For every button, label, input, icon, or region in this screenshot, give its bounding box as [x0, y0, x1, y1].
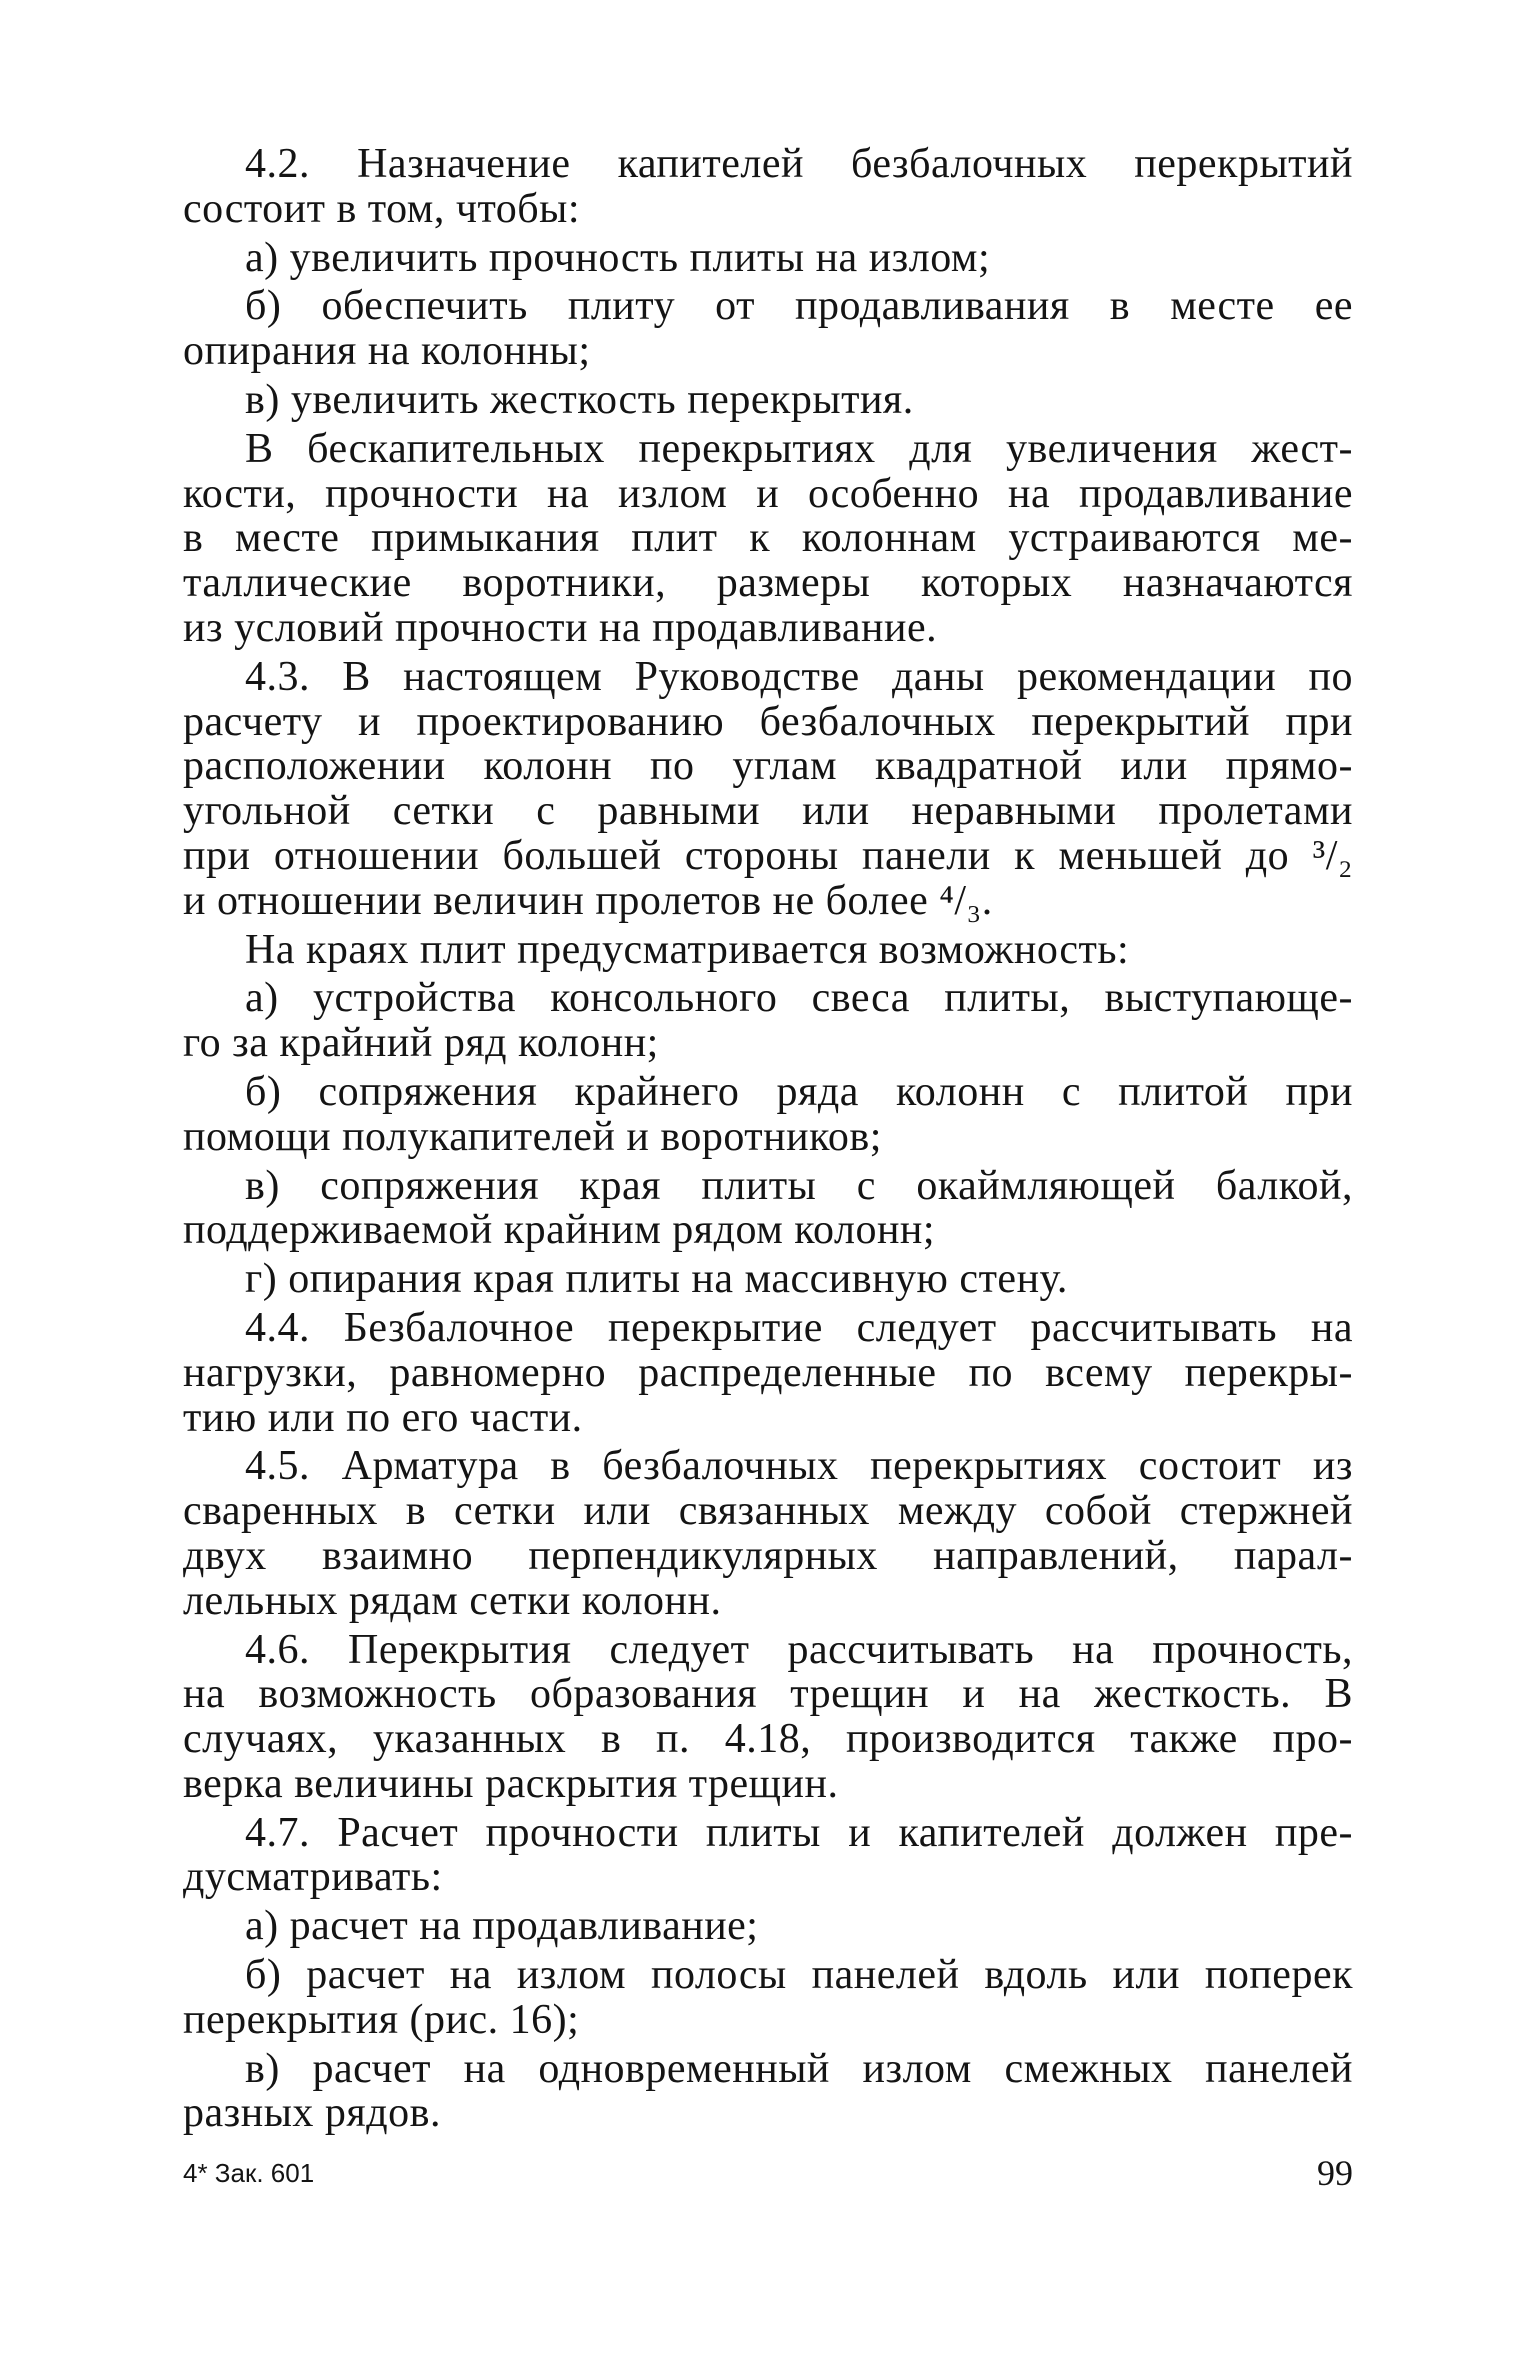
text-line: перекрытия (рис. 16);: [183, 1996, 580, 2043]
text-line: на возможность образования трещин и на жесткость. В: [183, 1671, 1353, 1718]
text-line: 4.7. Расчет прочности плиты и капителей должен пре-: [245, 1809, 1353, 1856]
text-line: в) увеличить жесткость перекрытия.: [245, 376, 914, 423]
text-line: тию или по его части.: [183, 1394, 583, 1441]
text-line: в) расчет на одновременный излом смежных панелей: [245, 2045, 1353, 2092]
text-line: при отношении большей стороны панели к меньшей до ³/₂: [183, 832, 1353, 879]
text-line: На краях плит предусматривается возможность:: [245, 926, 1130, 973]
page-footer: [183, 2148, 1353, 2198]
text-line: сваренных в сетки или связанных между собой стержней: [183, 1488, 1353, 1535]
text-line: кости, прочности на излом и особенно на продавливание: [183, 470, 1353, 517]
text-line: случаях, указанных в п. 4.18, производится также про-: [183, 1716, 1353, 1763]
text-line: поддерживаемой крайним рядом колонн;: [183, 1207, 936, 1254]
page-number: 99: [1317, 2153, 1353, 2193]
text-line: 4.3. В настоящем Руководстве даны рекомендации по: [245, 653, 1353, 700]
text-line: дусматривать:: [183, 1854, 443, 1901]
text-line: б) расчет на излом полосы панелей вдоль или поперек: [245, 1952, 1353, 1999]
text-line: помощи полукапителей и воротников;: [183, 1113, 882, 1160]
text-line: опирания на колонны;: [183, 328, 591, 375]
text-line: верка величины раскрытия трещин.: [183, 1760, 839, 1807]
text-line: б) обеспечить плиту от продавливания в месте ее: [245, 283, 1353, 330]
text-line: таллические воротники, размеры которых назначаются: [183, 560, 1353, 607]
text-line: и отношении величин пролетов не более ⁴/₃.: [183, 877, 993, 924]
text-line: разных рядов.: [183, 2090, 441, 2137]
text-line: лельных рядам сетки колонн.: [183, 1577, 722, 1624]
text-line: го за крайний ряд колонн;: [183, 1020, 659, 1067]
text-line: б) сопряжения крайнего ряда колонн с плитой при: [245, 1068, 1353, 1115]
text-line: а) расчет на продавливание;: [245, 1903, 759, 1950]
text-line: 4.6. Перекрытия следует рассчитывать на прочность,: [245, 1626, 1353, 1673]
text-line: из условий прочности на продавливание.: [183, 604, 938, 651]
text-line: угольной сетки с равными или неравными пролетами: [183, 788, 1353, 835]
text-line: расположении колонн по углам квадратной или прямо-: [183, 743, 1353, 790]
text-line: г) опирания края плиты на массивную стену.: [245, 1256, 1068, 1303]
text-line: а) увеличить прочность плиты на излом;: [245, 234, 991, 281]
text-line: 4.2. Назначение капителей безбалочных перекрытий: [245, 141, 1353, 187]
page-body: [183, 142, 1353, 2136]
text-line: 4.4. Безбалочное перекрытие следует рассчитывать на: [245, 1304, 1353, 1351]
text-line: расчету и проектированию безбалочных перекрытий при: [183, 698, 1353, 745]
text-line: двух взаимно перпендикулярных направлений, парал-: [183, 1532, 1353, 1579]
text-line: В бескапительных перекрытиях для увеличения жест-: [245, 425, 1353, 472]
text-line: состоит в том, чтобы:: [183, 185, 581, 232]
text-line: 4.5. Арматура в безбалочных перекрытиях состоит из: [245, 1443, 1353, 1490]
printer-signature: 4* Зак. 601: [183, 2158, 315, 2188]
text-line: а) устройства консольного свеса плиты, выступающе-: [245, 975, 1353, 1022]
text-line: в) сопряжения края плиты с окаймляющей балкой,: [245, 1162, 1353, 1209]
text-line: нагрузки, равномерно распределенные по всему перекры-: [183, 1349, 1353, 1396]
text-line: в месте примыкания плит к колоннам устраиваются ме-: [183, 515, 1353, 562]
